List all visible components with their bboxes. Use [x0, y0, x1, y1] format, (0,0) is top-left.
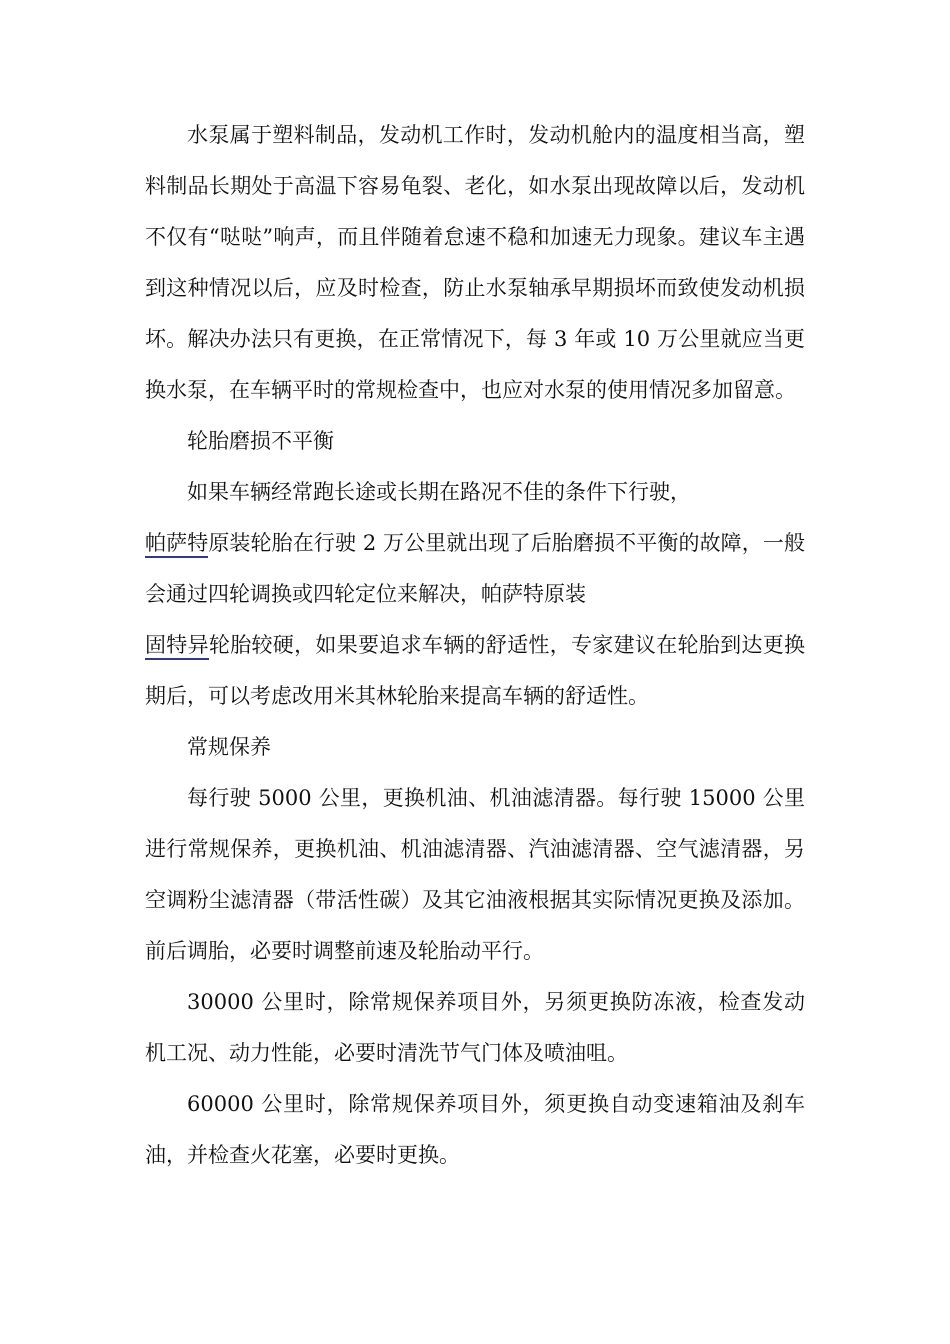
paragraph-water-pump: 水泵属于塑料制品，发动机工作时，发动机舱内的温度相当高，塑料制品长期处于高温下容易龟裂、老化，如水泵出现故障以后，发动机不仅有“哒哒”响声，而且伴随着怠速不稳和加速无力现象。建议车主遇到这种情况以后，应及时检查，防止水泵轴承早期损坏而致使发动机损坏。解决办法只有更换，在正常情况下，每 3 年或 10 万公里就应当更换水泵，在车辆平时的常规检查中，也应对水泵的使用情况多加留意。	[145, 123, 805, 402]
paragraph-routine-maintenance: 每行驶 5000 公里，更换机油、机油滤清器。每行驶 15000 公里进行常规保养，更换机油、机油滤清器、汽油滤清器、空气滤清器，另空调粉尘滤清器（带活性碳）及其它油液根据其实际情况更换及添加。前后调胎，必要时调整前速及轮胎动平行。	[145, 786, 805, 963]
goodyear-link[interactable]: 固特异	[145, 633, 209, 660]
paragraph-tire-wear-intro: 如果车辆经常跑长途或长期在路况不佳的条件下行驶，	[187, 480, 691, 504]
document-body	[145, 110, 805, 1181]
paragraph-tire-wear	[145, 467, 805, 722]
passat-link[interactable]: 帕萨特	[145, 531, 208, 558]
paragraph-tire-wear-middle: 原装轮胎在行驶 2 万公里就出现了后胎磨损不平衡的故障，一般会通过四轮调换或四轮定位来解决，帕萨特原装	[145, 531, 806, 606]
paragraph-60000km: 60000 公里时，除常规保养项目外，须更换自动变速箱油及刹车油，并检查火花塞，必要时更换。	[145, 1092, 805, 1167]
heading-routine-maintenance: 常规保养	[187, 735, 271, 759]
paragraph-30000km: 30000 公里时，除常规保养项目外，另须更换防冻液，检查发动机工况、动力性能，必要时清洗节气门体及喷油咀。	[145, 990, 805, 1065]
heading-tire-wear: 轮胎磨损不平衡	[187, 429, 334, 453]
paragraph-tire-wear-end: 轮胎较硬，如果要追求车辆的舒适性，专家建议在轮胎到达更换期后，可以考虑改用米其林轮胎来提高车辆的舒适性。	[145, 633, 806, 708]
